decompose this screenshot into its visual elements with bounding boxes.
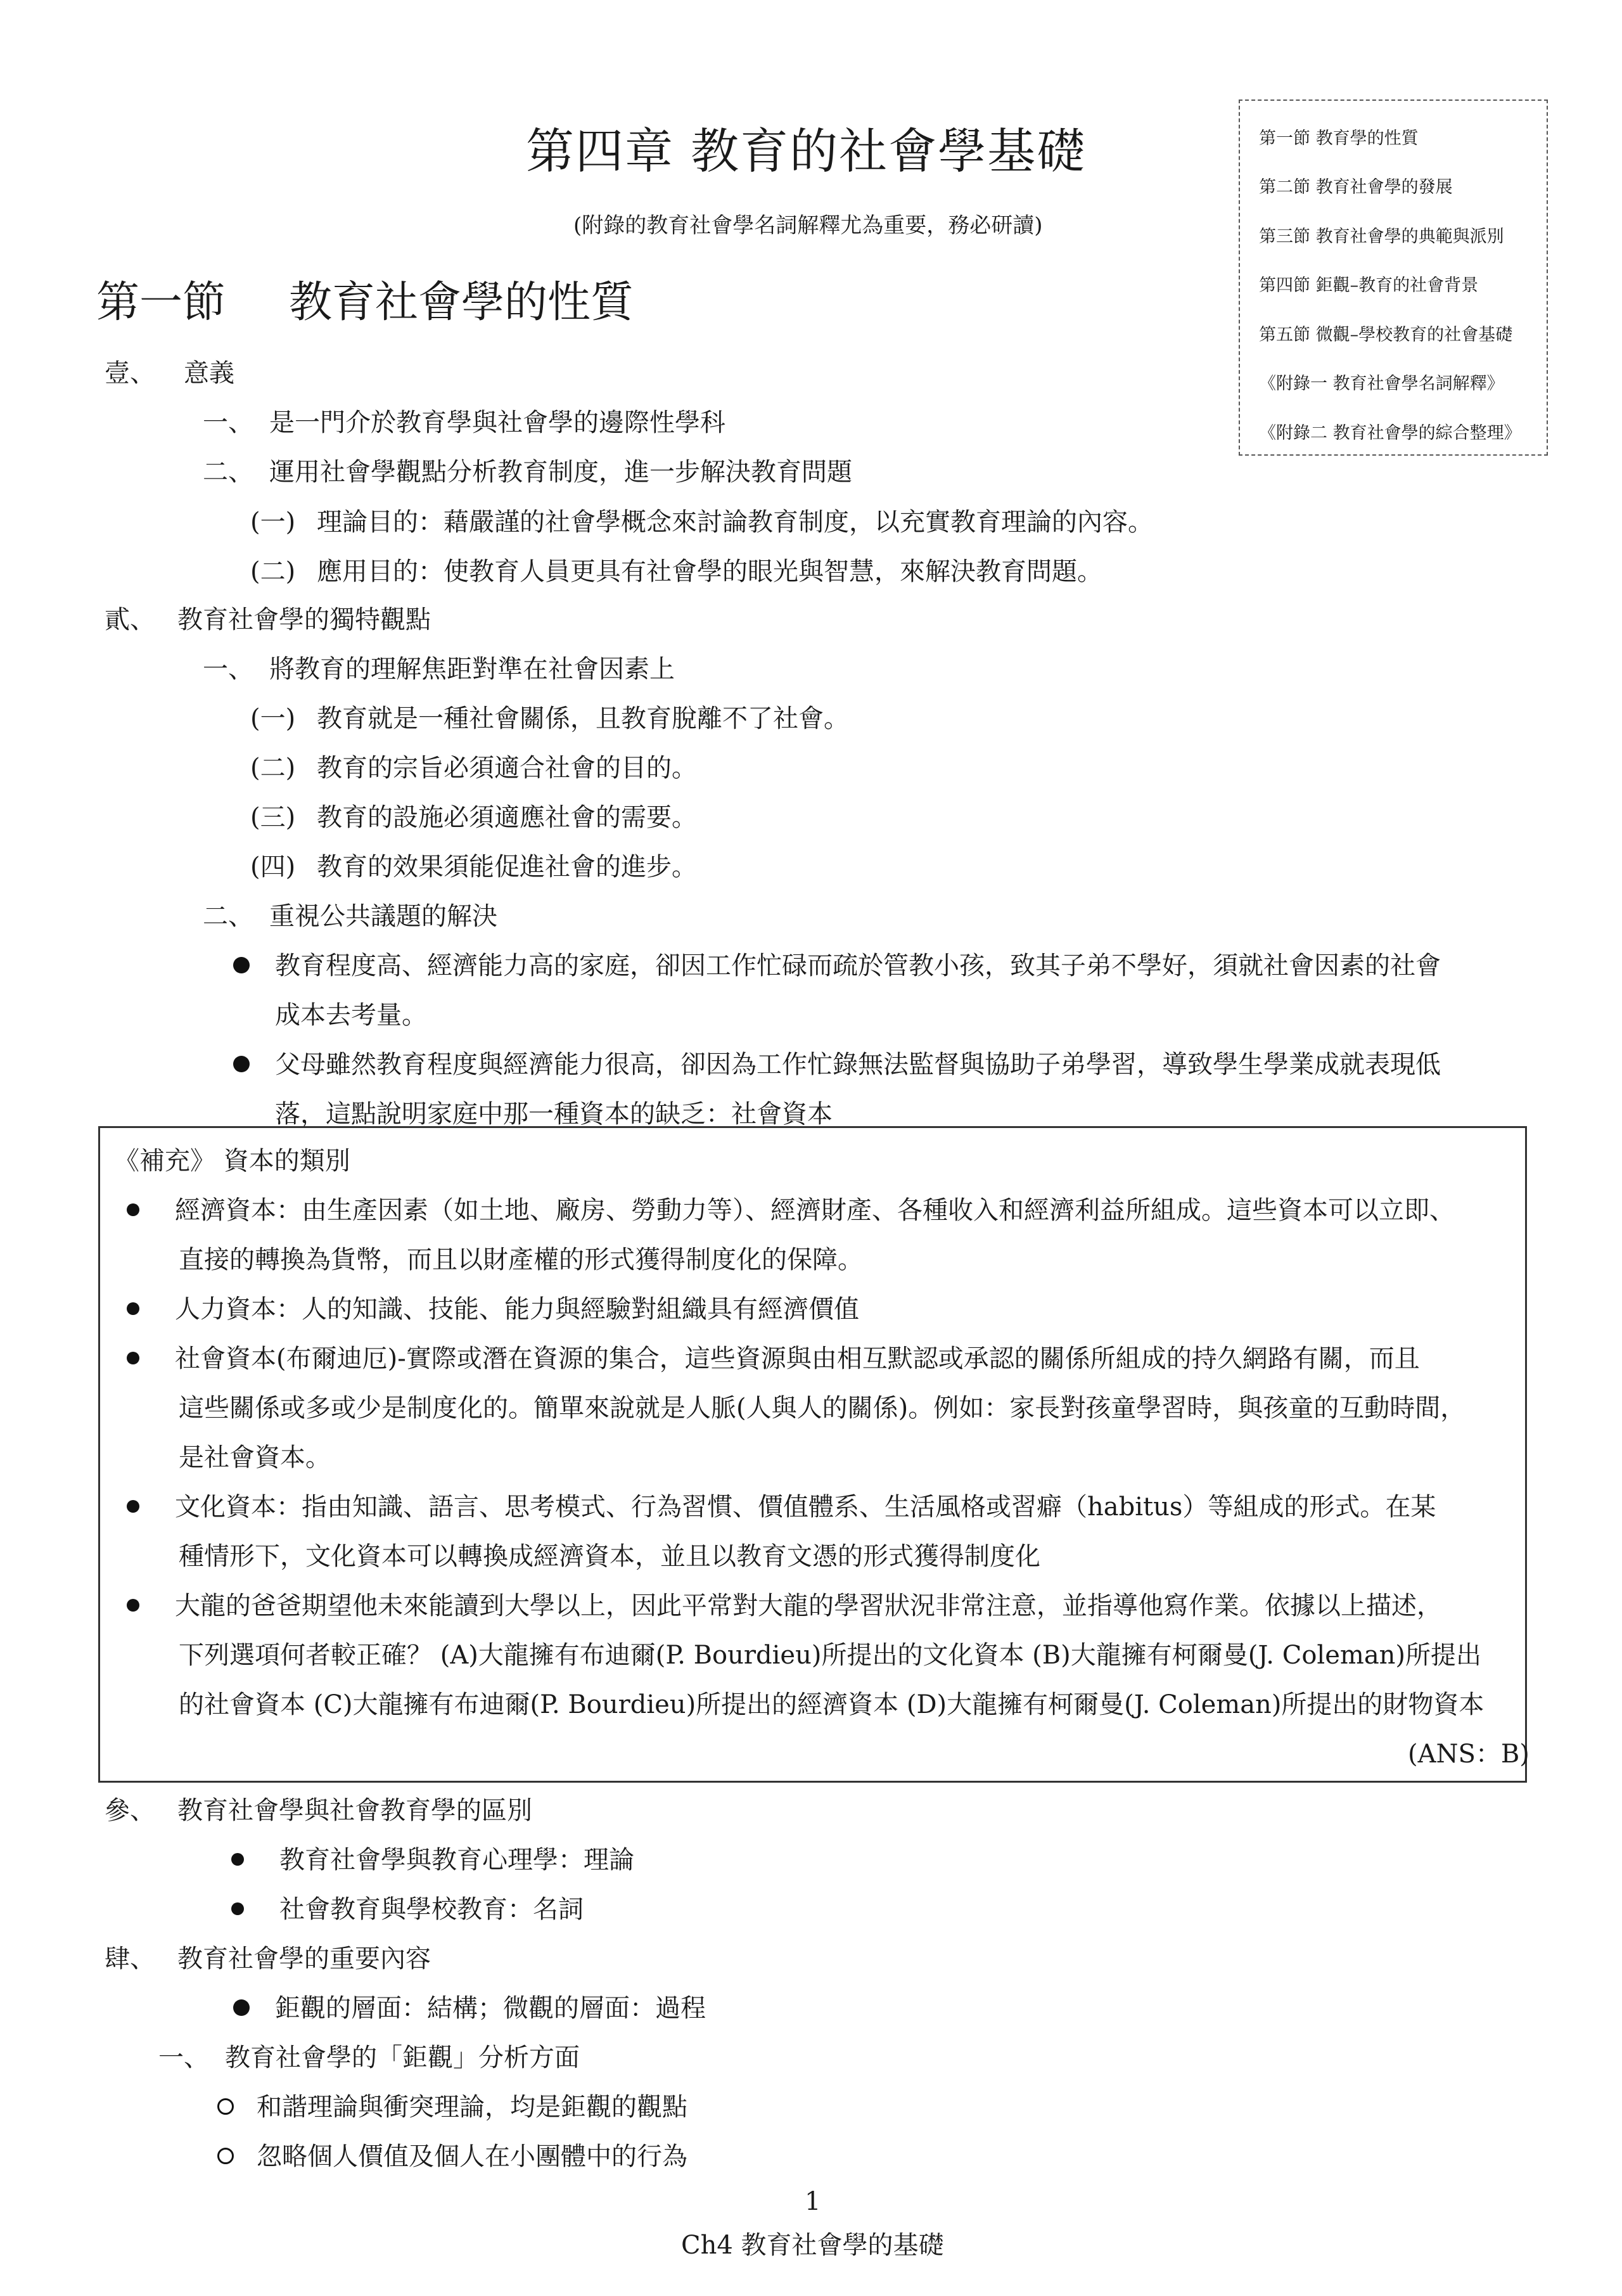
- supplement-line: [127, 1289, 859, 1325]
- page-number: 1: [805, 2187, 821, 2216]
- toc-item: 第二節 教育社會學的發展: [1259, 177, 1453, 197]
- supplement-heading: 《補充》 資本的類別: [114, 1146, 350, 1176]
- item-text: 教育就是一種社會關係，且教育脫離不了社會。: [317, 704, 849, 733]
- bullet-icon: [127, 1302, 139, 1315]
- item-mark: 二、: [203, 458, 253, 487]
- list-item: [203, 649, 675, 685]
- supplement-line: 是社會資本。: [179, 1443, 331, 1472]
- footer-title: Ch4 教育社會學的基礎: [681, 2231, 944, 2260]
- supplement-line: 這些關係或多或少是制度化的。簡單來說就是人脈(人與人的關係)。例如：家長對孩童學習時，與孩童的互動時間，: [179, 1394, 1466, 1423]
- hollow-circle-icon: [217, 2148, 234, 2164]
- bullet-icon: [231, 1902, 244, 1915]
- part4-mark: 肆、: [105, 1944, 155, 1973]
- section-heading: [96, 268, 634, 330]
- part3-mark: 參、: [105, 1796, 155, 1825]
- item-text: 將教育的理解焦距對準在社會因素上: [269, 655, 675, 684]
- bullet-icon: [127, 1599, 139, 1612]
- item-mark: (三): [250, 803, 296, 832]
- toc-item: 第三節 教育社會學的典範與派別: [1259, 227, 1504, 247]
- part4-heading-text: 教育社會學的重要內容: [177, 1944, 431, 1973]
- supplement-text: 社會資本(布爾迪厄)-實際或潛在資源的集合，這些資源與由相互默認或承認的關係所組成的持久網路有關，而且: [175, 1344, 1420, 1373]
- supplement-line: 的社會資本 (C)大龍擁有布迪爾(P. Bourdieu)所提出的經濟資本 (D)大龍擁有柯爾曼(J. Coleman)所提出的財物資本: [179, 1690, 1485, 1719]
- answer-text: (ANS：B): [1408, 1740, 1529, 1769]
- item-mark: (四): [250, 852, 296, 882]
- part3-heading-text: 教育社會學與社會教育學的區別: [177, 1796, 532, 1825]
- bullet-text: 父母雖然教育程度與經濟能力很高，卻因為工作忙錄無法監督與協助子弟學習，導致學生學業成就表現低: [275, 1050, 1441, 1079]
- list-item: [250, 551, 1102, 587]
- item-text: 運用社會學觀點分析教育制度，進一步解決教育問題: [269, 458, 852, 487]
- supplement-line: 直接的轉換為貨幣，而且以財產權的形式獲得制度化的保障。: [179, 1245, 863, 1274]
- supplement-line: [127, 1338, 1420, 1375]
- toc-item: 第五節 微觀–學校教育的社會基礎: [1259, 325, 1513, 345]
- item-mark: (二): [250, 557, 296, 586]
- item-mark: 一、: [158, 2043, 209, 2072]
- part2-heading-text: 教育社會學的獨特觀點: [177, 605, 431, 634]
- bullet-icon: [233, 1056, 250, 1072]
- section-title: 教育社會學的性質: [289, 278, 634, 328]
- list-item: [203, 402, 725, 439]
- supplement-line: [127, 1487, 1436, 1523]
- list-item: [250, 698, 849, 734]
- bullet-icon: [127, 1352, 139, 1364]
- list-item: [250, 748, 697, 784]
- circle-text: 忽略個人價值及個人在小團體中的行為: [257, 2142, 687, 2171]
- list-item: [250, 502, 1153, 538]
- supplement-text: 經濟資本：由生產因素（如土地、廠房、勞動力等）、經濟財產、各種收入和經濟利益所組成。這些資本可以立即、: [175, 1196, 1455, 1225]
- chapter-note: (附錄的教育社會學名詞解釋尤為重要，務必研讀): [573, 213, 1043, 238]
- bullet-text: 鉅觀的層面：結構；微觀的層面：過程: [275, 1994, 706, 2023]
- toc-box: [1239, 99, 1548, 456]
- item-mark: 一、: [203, 655, 253, 684]
- section-label: 第一節: [96, 278, 226, 328]
- circle-text: 和諧理論與衝突理論，均是鉅觀的觀點: [257, 2093, 687, 2122]
- list-item: [250, 797, 697, 833]
- bullet-continuation: 落，這點說明家庭中那一種資本的缺乏：社會資本: [275, 1100, 833, 1129]
- list-item: [158, 2037, 580, 2074]
- supplement-line: [127, 1586, 1442, 1622]
- item-mark: 一、: [203, 408, 253, 437]
- part1-mark: 壹、: [105, 359, 155, 388]
- bullet-icon: [127, 1500, 139, 1513]
- supplement-line: 種情形下，文化資本可以轉換成經濟資本，並且以教育文憑的形式獲得制度化: [179, 1542, 1040, 1571]
- toc-item: 第四節 鉅觀–教育的社會背景: [1259, 276, 1479, 295]
- item-text: 教育的宗旨必須適合社會的目的。: [317, 754, 697, 783]
- hollow-circle-icon: [217, 2098, 234, 2115]
- part1-heading: [105, 353, 234, 389]
- item-mark: 二、: [203, 902, 253, 931]
- bullet-item: [233, 946, 1441, 982]
- item-text: 重視公共議題的解決: [269, 902, 497, 931]
- item-mark: (二): [250, 754, 296, 783]
- toc-item: 《附錄二 教育社會學的綜合整理》: [1259, 423, 1521, 443]
- bullet-icon: [233, 1999, 250, 2016]
- part1-heading-text: 意義: [184, 359, 234, 388]
- toc-item: 《附錄一 教育社會學名詞解釋》: [1259, 374, 1504, 394]
- list-item: [250, 847, 697, 883]
- supplement-text: 人力資本：人的知識、技能、能力與經驗對組織具有經濟價值: [175, 1295, 859, 1324]
- bullet-continuation: 成本去考量。: [275, 1001, 427, 1030]
- item-text: 理論目的：藉嚴謹的社會學概念來討論教育制度，以充實教育理論的內容。: [317, 508, 1153, 537]
- list-item: [203, 452, 852, 488]
- circle-item: [217, 2087, 687, 2123]
- supplement-text: 文化資本：指由知識、語言、思考模式、行為習慣、價值體系、生活風格或習癖（habitus）等組成的形式。在某: [175, 1492, 1436, 1522]
- toc-item: 第一節 教育學的性質: [1259, 129, 1419, 148]
- item-text: 教育的設施必須適應社會的需要。: [317, 803, 697, 832]
- bullet-text: 社會教育與學校教育：名詞: [279, 1895, 584, 1924]
- bullet-icon: [233, 957, 250, 973]
- bullet-text: 教育社會學與教育心理學：理論: [279, 1845, 634, 1875]
- bullet-icon: [127, 1203, 139, 1216]
- item-text: 教育的效果須能促進社會的進步。: [317, 852, 697, 882]
- chapter-title: 第四章 教育的社會學基礎: [526, 123, 1087, 179]
- item-text: 應用目的：使教育人員更具有社會學的眼光與智慧，來解決教育問題。: [317, 557, 1102, 586]
- part4-heading: [105, 1939, 431, 1975]
- bullet-text: 教育程度高、經濟能力高的家庭，卻因工作忙碌而疏於管教小孩，致其子弟不學好，須就社會因素的社會: [275, 951, 1441, 980]
- circle-item: [217, 2136, 687, 2172]
- item-text: 教育社會學的「鉅觀」分析方面: [225, 2043, 580, 2072]
- supplement-line: [127, 1190, 1455, 1226]
- supplement-line: 下列選項何者較正確？ (A)大龍擁有布迪爾(P. Bourdieu)所提出的文化資本 (B)大龍擁有柯爾曼(J. Coleman)所提出: [179, 1641, 1482, 1670]
- item-mark: (一): [250, 508, 296, 537]
- part2-mark: 貳、: [105, 605, 155, 634]
- bullet-icon: [231, 1853, 244, 1866]
- part2-heading: [105, 600, 431, 636]
- bullet-item: [233, 1044, 1441, 1081]
- part3-heading: [105, 1790, 532, 1826]
- bullet-item: [231, 1840, 634, 1876]
- supplement-text: 大龍的爸爸期望他未來能讀到大學以上，因此平常對大龍的學習狀況非常注意，並指導他寫作業。依據以上描述，: [175, 1591, 1442, 1620]
- list-item: [203, 896, 497, 932]
- bullet-item: [233, 1988, 706, 2024]
- item-mark: (一): [250, 704, 296, 733]
- bullet-item: [231, 1889, 584, 1925]
- item-text: 是一門介於教育學與社會學的邊際性學科: [269, 408, 725, 437]
